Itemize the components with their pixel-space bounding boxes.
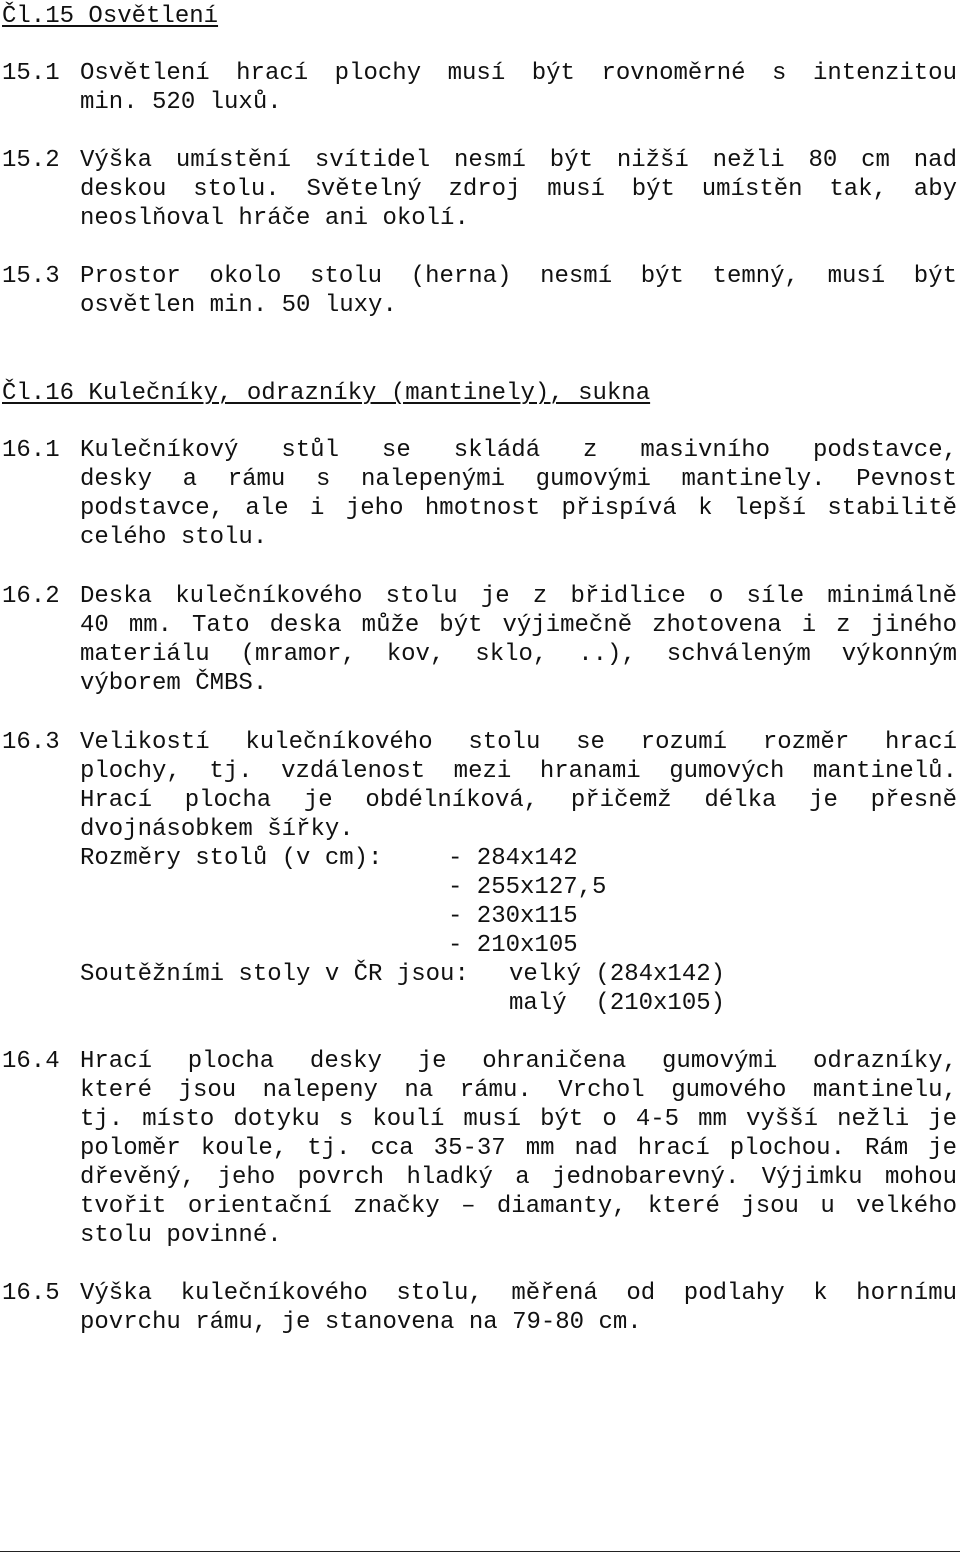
paragraph-line: výborem ČMBS. [80, 670, 268, 697]
table-size-item: - 230x115 [448, 903, 578, 930]
paragraph-line: Velikostí kulečníkového stolu se rozumí rozměr hrací [80, 729, 957, 756]
section-title-15: Čl.15 Osvětlení [2, 3, 219, 30]
paragraph-line: tj. místo dotyku s koulí musí být o 4-5 mm vyšší nežli je [80, 1106, 957, 1133]
paragraph-line: Deska kulečníkového stolu je z břidlice o síle minimálně [80, 583, 957, 610]
table-size-item: - 255x127,5 [448, 874, 607, 901]
paragraph-line: Kulečníkový stůl se skládá z masivního podstavce, [80, 437, 957, 464]
paragraph-number: 15.2 [2, 147, 60, 174]
competition-big: velký (284x142) [509, 961, 726, 988]
paragraph-15-2 [2, 146, 957, 233]
footer-divider [0, 1551, 960, 1552]
paragraph-number: 16.4 [2, 1048, 60, 1075]
paragraph-line: Hrací plocha je obdélníková, přičemž délka je přesně [80, 787, 957, 814]
paragraph-number: 16.5 [2, 1280, 60, 1307]
table-sizes-label: Rozměry stolů (v cm): [80, 845, 383, 872]
paragraph-line: deskou stolu. Světelný zdroj musí být umístěn tak, aby [80, 176, 957, 203]
paragraph-line: povrchu rámu, je stanovena na 79-80 cm. [80, 1309, 642, 1336]
paragraph-line: min. 520 luxů. [80, 89, 282, 116]
paragraph-line: desky a rámu s nalepenými gumovými mantinely. Pevnost [80, 466, 957, 493]
competition-label: Soutěžními stoly v ČR jsou: [80, 961, 469, 988]
paragraph-line: neoslňoval hráče ani okolí. [80, 205, 469, 232]
paragraph-number: 16.2 [2, 583, 60, 610]
paragraph-line: Prostor okolo stolu (herna) nesmí být temný, musí být [80, 263, 957, 290]
paragraph-line: celého stolu. [80, 524, 268, 551]
paragraph-line: Osvětlení hrací plochy musí být rovnoměrné s intenzitou [80, 60, 957, 87]
paragraph-number: 16.3 [2, 729, 60, 756]
paragraph-line: materiálu (mramor, kov, sklo, ..), schváleným výkonným [80, 641, 957, 668]
competition-small: malý (210x105) [509, 990, 726, 1017]
paragraph-16-4 [2, 1047, 957, 1250]
table-size-item: - 210x105 [448, 932, 578, 959]
paragraph-number: 15.3 [2, 263, 60, 290]
paragraph-line: plochy, tj. vzdálenost mezi hranami gumových mantinelů. [80, 758, 957, 785]
paragraph-number: 16.1 [2, 437, 60, 464]
paragraph-line: které jsou nalepeny na rámu. Vrchol gumového mantinelu, [80, 1077, 957, 1104]
paragraph-16-1 [2, 436, 957, 552]
paragraph-15-3 [2, 262, 957, 320]
paragraph-line: dřevěný, jeho povrch hladký a jednobarevný. Výjimku mohou [80, 1164, 957, 1191]
paragraph-line: osvětlen min. 50 luxy. [80, 292, 397, 319]
paragraph-line: 40 mm. Tato deska může být výjimečně zhotovena i z jiného [80, 612, 957, 639]
paragraph-line: tvořit orientační značky – diamanty, které jsou u velkého [80, 1193, 957, 1220]
paragraph-line: Hrací plocha desky je ohraničena gumovými odrazníky, [80, 1048, 957, 1075]
paragraph-16-5 [2, 1279, 957, 1337]
paragraph-number: 15.1 [2, 60, 60, 87]
paragraph-16-2 [2, 582, 957, 698]
paragraph-line: stolu povinné. [80, 1222, 282, 1249]
section-title-16: Čl.16 Kulečníky, odrazníky (mantinely), sukna [2, 380, 651, 407]
paragraph-15-1 [2, 59, 957, 117]
paragraph-line: poloměr koule, tj. cca 35-37 mm nad hrací plochou. Rám je [80, 1135, 957, 1162]
paragraph-line: Výška umístění svítidel nesmí být nižší nežli 80 cm nad [80, 147, 957, 174]
paragraph-line: podstavce, ale i jeho hmotnost přispívá k lepší stabilitě [80, 495, 957, 522]
paragraph-line: dvojnásobkem šířky. [80, 816, 354, 843]
table-size-item: - 284x142 [448, 845, 578, 872]
paragraph-16-3 [2, 728, 957, 844]
paragraph-line: Výška kulečníkového stolu, měřená od podlahy k hornímu [80, 1280, 957, 1307]
